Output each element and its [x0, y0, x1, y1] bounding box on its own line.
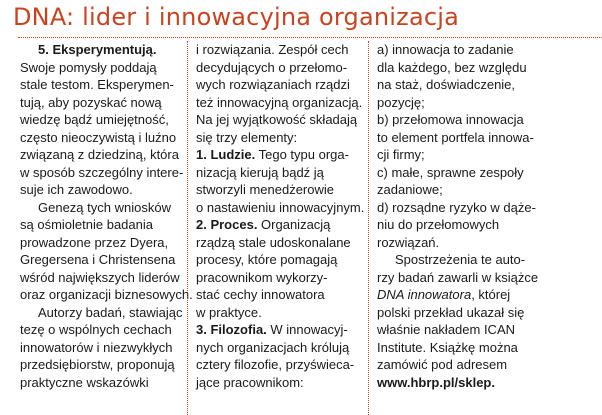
col3-line: rozwiązań. — [377, 234, 440, 250]
col1-line: Swoje pomysły poddają — [20, 59, 157, 75]
col2-line: Na jej wyjątkowość składają — [196, 112, 358, 127]
bold-heading: 5. Eksperymentują. — [38, 42, 157, 57]
col2-line — [196, 321, 364, 339]
article-title: DNA: lider i innowacyjna organizacja — [13, 3, 460, 31]
col2-line: o nastawieniu innowacyjnym. — [196, 199, 365, 215]
text-column-3 — [377, 41, 538, 391]
col1-line: oraz organizacji biznesowych. — [20, 287, 193, 302]
col3-line: na staż, doświadczenie, — [377, 77, 516, 92]
column-separator-2 — [368, 41, 369, 415]
line-text: Organizacją — [257, 217, 331, 232]
title-rule — [18, 37, 602, 38]
col1-line: tezę o wspólnych cechach — [20, 322, 172, 337]
book-title: DNA innowatora — [377, 287, 472, 302]
col3-line: niu do przełomowych — [377, 217, 500, 232]
column-separator-1 — [187, 41, 188, 415]
col3-line: b) przełomowa innowacja — [377, 112, 524, 127]
col2-line: stać cechy innowatora — [196, 287, 325, 302]
col1-line: prowadzone przez Dyera, — [20, 234, 169, 250]
col1-line: praktyczne wskazówki — [20, 374, 149, 390]
col2-line: jące pracownikom: — [196, 374, 304, 390]
col3-line: rzy badań zawarli w książce — [377, 269, 539, 285]
bold-lead: 1. Ludzie. — [196, 147, 256, 162]
col2-line: w praktyce. — [196, 304, 262, 320]
col3-line: polski przekład ukazał się — [377, 304, 525, 320]
col2-line: też innowacyjną organizacją. — [196, 94, 363, 110]
col3-line: zamówić pod adresem — [377, 357, 508, 372]
col1-line: wśród największych liderów — [20, 269, 180, 285]
col2-line: nizacją kierują bądź ją — [196, 164, 324, 180]
col2-line — [196, 216, 364, 234]
col3-line: to element portfela innowa- — [377, 129, 534, 145]
col2-line: pracownikom wykorzy- — [196, 269, 328, 285]
shop-link[interactable]: www.hbrp.pl/sklep. — [377, 374, 495, 390]
col1-line: Gregersena i Christensena — [20, 252, 176, 267]
col2-line: rządzą stale udoskonalane — [196, 234, 351, 250]
col3-line: pozycję; — [377, 94, 425, 110]
col2-line: decydujących o przełomo- — [196, 59, 348, 75]
col1-line: Autorzy badań, stawiając — [38, 304, 183, 320]
bold-lead: 3. Filozofia. — [196, 322, 267, 337]
line-text: Tego typu orga- — [255, 147, 349, 162]
col1-line: innowatorów i niezwykłych — [20, 339, 173, 355]
line-text: W innowacyj- — [266, 322, 348, 337]
col1-line: są ośmioletnie badania — [20, 217, 153, 232]
col2-line — [196, 146, 364, 164]
col1-line: przedsiębiorstw, proponują — [20, 357, 175, 372]
col3-line: d) rozsądne ryzyko w dąże- — [377, 199, 536, 215]
line-text: , której — [471, 287, 511, 302]
col2-line: i rozwiązania. Zespół cech — [196, 42, 349, 57]
col3-line: dla każdego, bez względu — [377, 59, 527, 75]
text-column-1 — [20, 41, 193, 391]
col2-line: cztery filozofie, przyświeca- — [196, 357, 355, 372]
col2-line: nych organizacjach królują — [196, 339, 350, 355]
col1-line: Genezą tych wniosków — [38, 199, 171, 215]
col3-line: cji firmy; — [377, 147, 425, 162]
col2-line: procesy, które pomagają — [196, 252, 338, 267]
col3-line: a) innowacja to zadanie — [377, 42, 514, 57]
col3-line — [377, 286, 538, 304]
col1-line: związaną z dziedziną, która — [20, 147, 179, 162]
col1-line: często nieoczywistą i luźno — [20, 129, 177, 145]
col1-line: w sposób szczególny intere- — [20, 164, 184, 180]
col1-line — [20, 41, 193, 59]
col3-line: Institute. Książkę można — [377, 339, 518, 355]
col2-line: wych rozwiązaniach rządzi — [196, 77, 350, 92]
col2-line: się trzy elementy: — [196, 129, 298, 145]
text-column-2 — [196, 41, 364, 391]
col2-line: stworzyli menedżerowie — [196, 182, 334, 197]
col1-line: wiedzę bądź umiejętność, — [20, 112, 169, 127]
col1-line: stale testom. Eksperymen- — [20, 77, 174, 92]
col3-line: c) małe, sprawne zespoły — [377, 164, 524, 180]
col3-line: zadaniowe; — [377, 182, 443, 197]
col3-line: Spostrzeżenia te auto- — [395, 252, 526, 267]
col1-line: suje ich zawodowo. — [20, 182, 133, 197]
col3-line — [377, 374, 538, 392]
bold-lead: 2. Proces. — [196, 217, 258, 232]
col3-line: właśnie nakładem ICAN — [377, 322, 516, 337]
col1-line: tują, aby pozyskać nową — [20, 94, 162, 110]
